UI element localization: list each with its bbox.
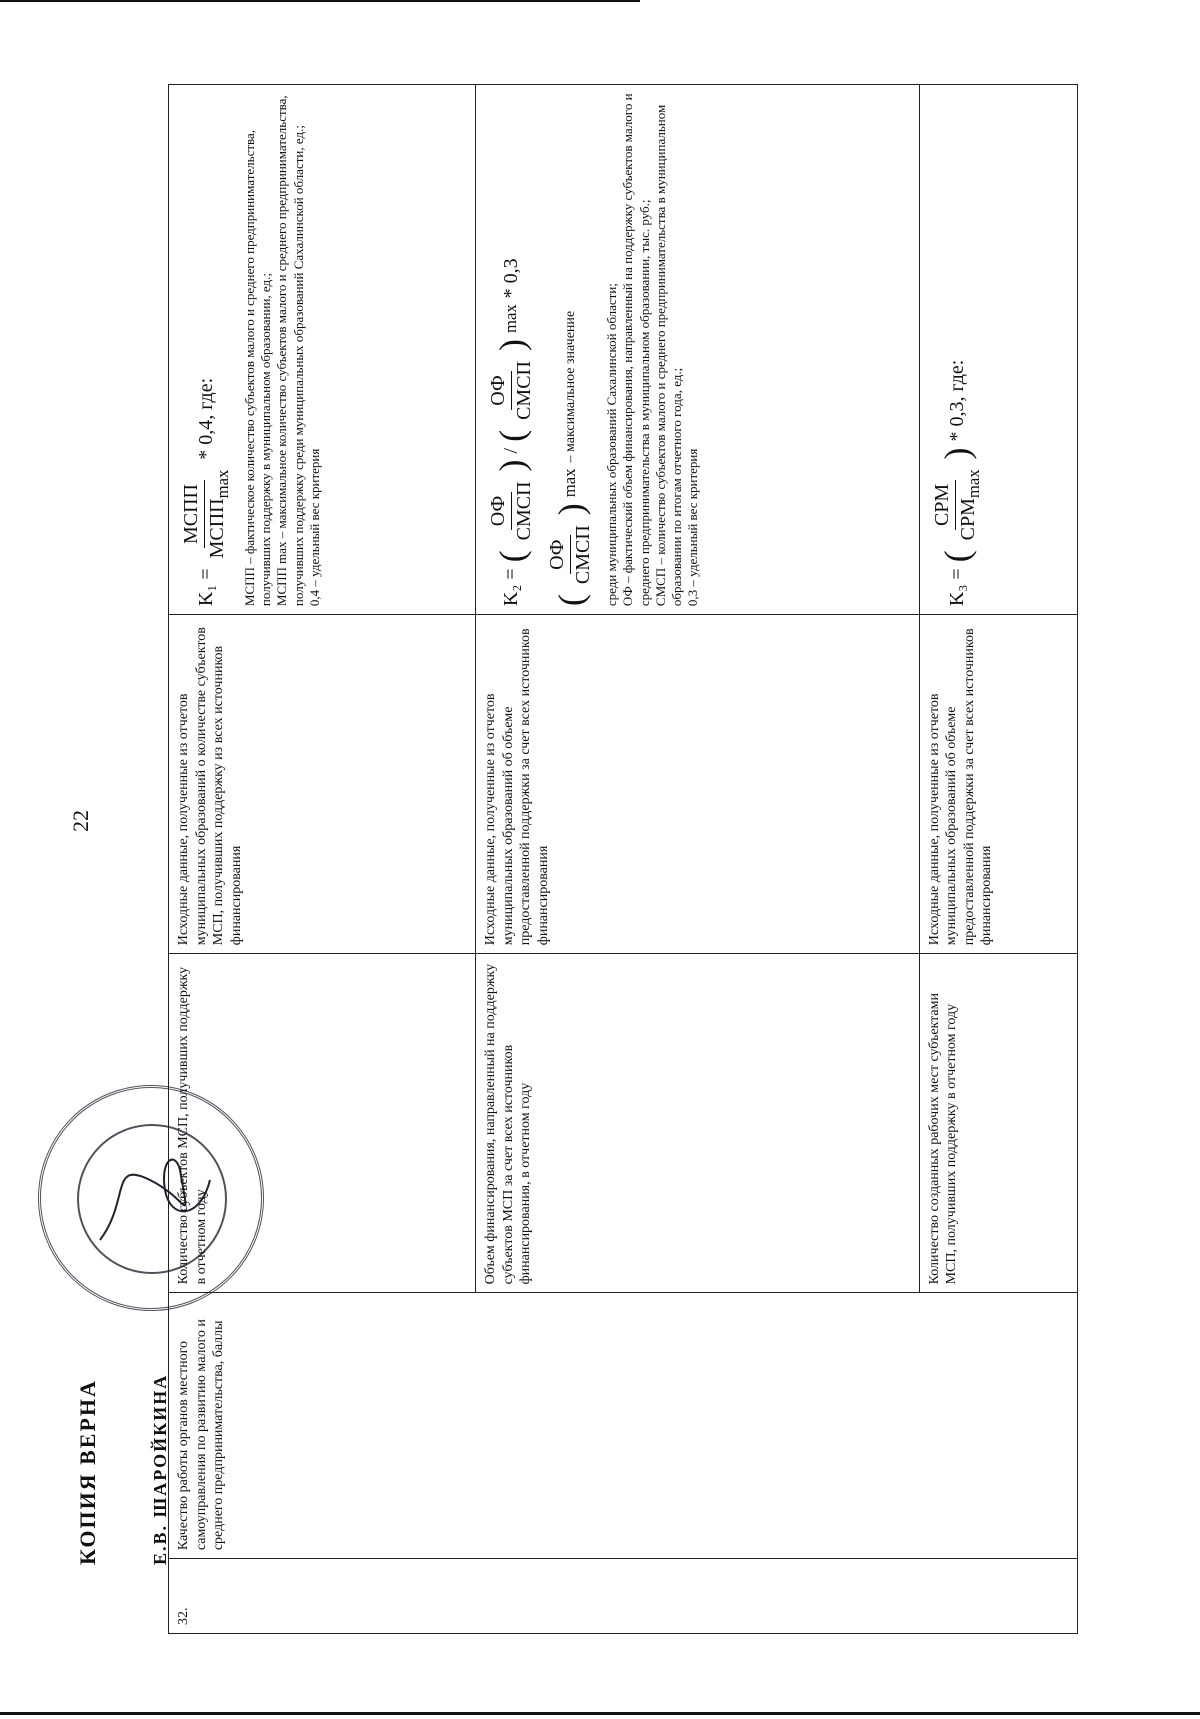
paren-close: ) (491, 339, 532, 352)
fraction (486, 357, 537, 424)
row-number: 32. (169, 1559, 1078, 1634)
indicator-1-calculation (169, 85, 476, 615)
denominator: СМСП (572, 525, 595, 585)
paren-close: ) (937, 447, 978, 460)
indicator-2-name: Объем финансирования, направленный на поддержку субъектов МСП за счет всех источников финансирования, в отчетном году (476, 954, 919, 1293)
top-rule (0, 0, 640, 2)
fraction (486, 477, 537, 544)
bottom-rule (0, 1712, 1200, 1715)
denominator-text: СРМ (956, 498, 979, 541)
formula-lhs: K₂ = (500, 568, 523, 607)
signer-name: Е.В. ШАРОЙКИНА (150, 1373, 170, 1565)
formula-tail: * 0,3, где: (945, 359, 968, 442)
denominator-text: МСПП (206, 498, 228, 559)
subscript: max (501, 304, 521, 334)
denominator: СМСП (513, 361, 536, 420)
formula-lhs: K₁ = (194, 568, 217, 607)
page-number: 22 (68, 810, 93, 832)
fraction (179, 466, 234, 563)
denominator (956, 465, 985, 544)
rotated-table-page (168, 84, 1078, 1634)
formula-k2 (486, 93, 537, 606)
indicator-2-source: Исходные данные, полученные из отчетов муниципальных образований об объеме предоставленной поддержки за счет всех источников финансирования (476, 615, 919, 954)
definition-line: МСПП max – максимальное количество субъектов малого и среднего предпринимательства, получивших поддержку среди муниципальных образований Сахалинской области, ед.; (274, 95, 306, 607)
formula-lhs: K₃ = (945, 568, 968, 607)
indicator-1-source: Исходные данные, полученные из отчетов муниципальных образований о количестве субъектов МСП, получивших поддержку из всех источников финансирования (169, 615, 476, 954)
paren-open: ( (937, 550, 978, 563)
criteria-table (168, 84, 1078, 1634)
paren-close: ) (491, 459, 532, 472)
fraction (930, 465, 985, 544)
definition-line: 0,3 – удельный вес критерия (685, 448, 701, 607)
formula-max-term (545, 93, 596, 606)
formula-k1 (179, 93, 234, 606)
paren-open: ( (550, 594, 591, 607)
subscript: max (963, 469, 983, 499)
indicator-1-name: Количество субъектов МСП, получивших поддержку в отчетном году (169, 954, 476, 1293)
indicator-3-calculation (919, 85, 1077, 615)
subscript: max (213, 469, 232, 499)
numerator: ОФ (486, 371, 512, 410)
numerator: МСПП (179, 480, 205, 548)
numerator: ОФ (486, 492, 512, 531)
formula-tail: * 0,3 (500, 258, 523, 299)
numerator: ОФ (545, 535, 571, 574)
copy-certified-label: КОПИЯ ВЕРНА (75, 1379, 100, 1565)
denominator: СМСП (513, 481, 536, 541)
subscript: max (560, 468, 580, 498)
indicator-3-name: Количество созданных рабочих мест субъектами МСП, получивших поддержку в отчетном году (919, 954, 1077, 1293)
max-note: – максимальное значение (562, 310, 578, 463)
paren-open: ( (491, 429, 532, 442)
definition-line: ОФ – фактический объем финансирования, направленный на поддержку субъектов малого и среднего предпринимательства в муниципальном образовании, тыс. руб.; (620, 93, 652, 607)
indicator-2-calculation (476, 85, 919, 615)
formula-tail: * 0,4, где: (194, 377, 217, 460)
criterion-cell: Качество работы органов местного самоуправления по развитию малого и среднего предпринимательства, баллы (169, 1293, 1078, 1559)
definition-line: 0,4 – удельный вес критерия (306, 448, 322, 607)
numerator: СРМ (930, 480, 956, 530)
divide-sign: / (500, 447, 523, 454)
denominator (205, 466, 234, 563)
paren-close: ) (550, 503, 591, 516)
table-row (169, 85, 476, 1634)
formula-k3 (930, 93, 985, 606)
indicator-3-source: Исходные данные, полученные из отчетов муниципальных образований об объеме предоставленной поддержки за счет всех источников финансирования (919, 615, 1077, 954)
definition-line: МСПП – фактическое количество субъектов малого и среднего предпринимательства, получивших поддержку в муниципальном образовании, ед.; (241, 129, 274, 607)
paren-open: ( (491, 550, 532, 563)
fraction (545, 521, 596, 588)
definition-line: СМСП – количество субъектов малого и среднего предпринимательства в муниципальном образовании по итогам отчетного года, ед.; (652, 104, 685, 607)
definition-line: среди муниципальных образований Сахалинской области; (604, 283, 620, 607)
